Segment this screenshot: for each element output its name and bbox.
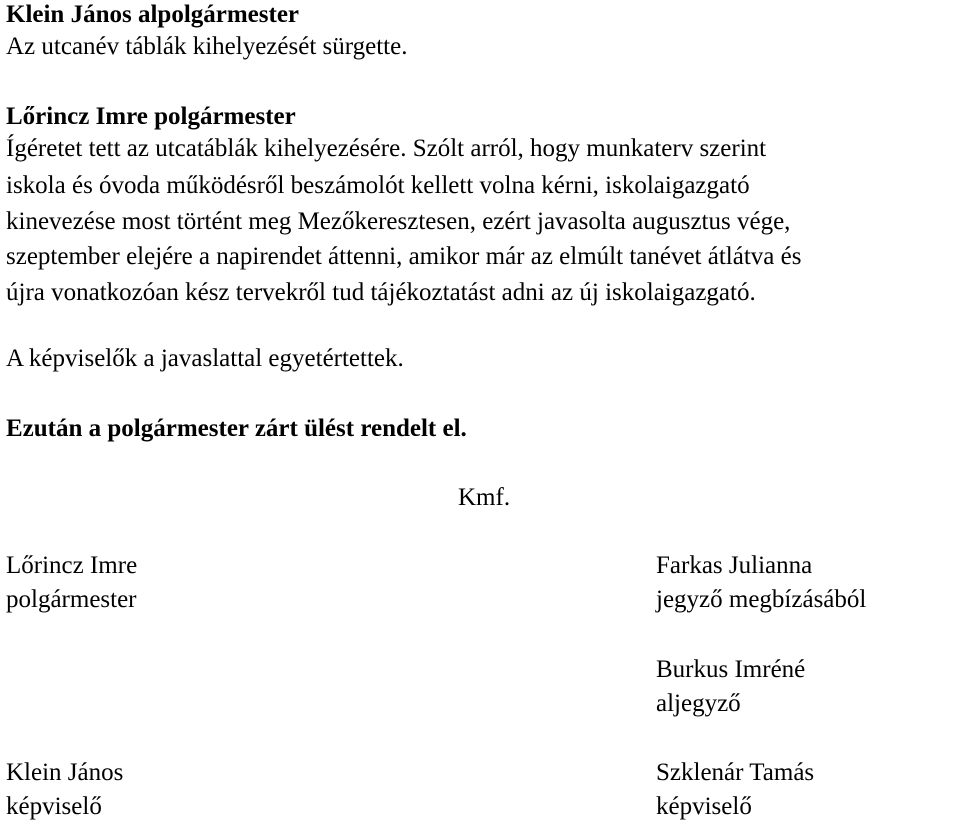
section2-line-5: újra vonatkozóan kész tervekről tud tájékoztatást adni az új iskolaigazgató. <box>6 279 756 306</box>
section2-line-2: iskola és óvoda működésről beszámolót kellett volna kérni, iskolaigazgató <box>6 172 750 199</box>
signature-rep2-name: Szklenár Tamás <box>656 759 815 786</box>
signature-deputy-notary-title: aljegyző <box>656 690 741 717</box>
signature-rep2 <box>656 756 814 824</box>
section2-line-1: Ígéretet tett az utcatáblák kihelyezésére. Szólt arról, hogy munkaterv szerint <box>6 135 767 162</box>
section2-heading: Lőrincz Imre polgármester <box>6 103 296 130</box>
signature-rep1 <box>6 756 123 824</box>
section2-line-4: szeptember elejére a napirendet áttenni, amikor már az elmúlt tanévet átlátva és <box>6 243 802 270</box>
section2-line-3: kinevezése most történt meg Mezőkeresztesen, ezért javasolta augusztus vége, <box>6 208 791 235</box>
signature-deputy-notary <box>656 653 805 721</box>
section1-text: Az utcanév táblák kihelyezését sürgette. <box>6 33 408 60</box>
signature-notary <box>656 549 866 617</box>
closing-text: Ezután a polgármester zárt ülést rendelt el. <box>6 415 467 442</box>
signature-mayor-name: Lőrincz Imre <box>6 552 138 579</box>
agreement-text: A képviselők a javaslattal egyetértettek. <box>6 345 404 372</box>
signature-mayor-title: polgármester <box>6 586 137 613</box>
signature-deputy-notary-name: Burkus Imréné <box>656 656 806 683</box>
signature-rep1-name: Klein János <box>6 759 124 786</box>
signature-notary-title: jegyző megbízásából <box>656 586 867 613</box>
signature-rep1-title: képviselő <box>6 793 102 820</box>
section1-heading: Klein János alpolgármester <box>6 1 300 28</box>
signature-notary-name: Farkas Julianna <box>656 552 813 579</box>
kmf-label: Kmf. <box>458 484 511 511</box>
signature-rep2-title: képviselő <box>656 793 752 820</box>
signature-mayor <box>6 549 137 617</box>
